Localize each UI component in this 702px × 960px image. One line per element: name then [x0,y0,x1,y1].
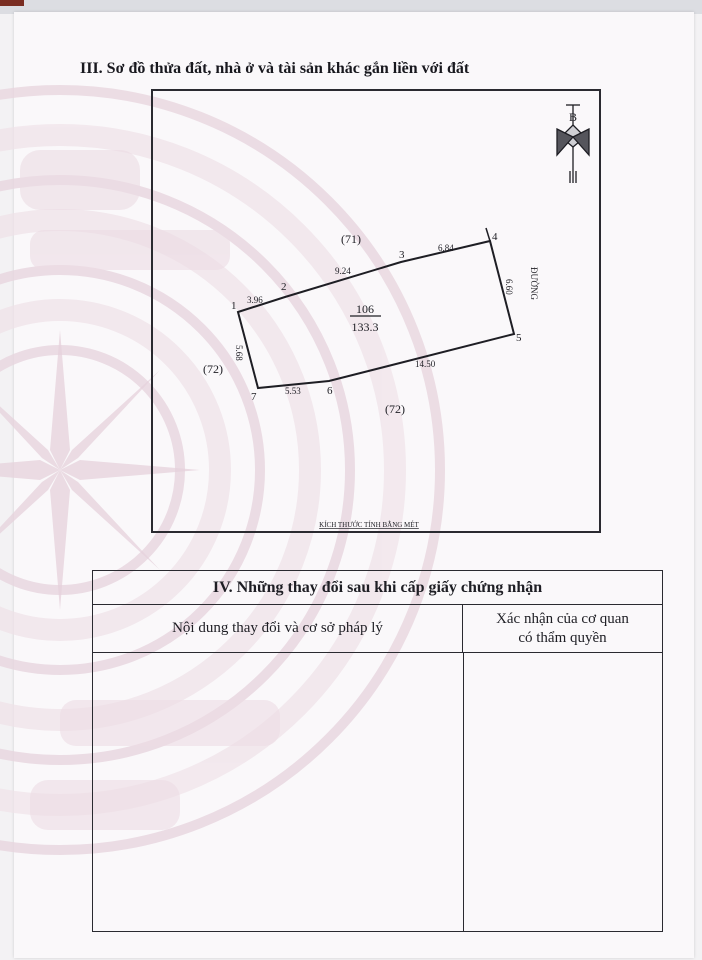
column-header-changes: Nội dung thay đổi và cơ sở pháp lý [93,605,463,652]
scale-note: KÍCH THƯỚC TÍNH BẰNG MÉT [319,521,419,529]
edge-2-3-length: 9.24 [335,266,351,276]
land-plot-svg [153,91,599,531]
vertex-6: 6 [327,385,333,397]
changes-table-header [93,605,662,653]
edge-5-6-length: 14.50 [415,359,436,369]
parcel-boundary [238,241,514,388]
vertex-1: 1 [231,300,237,312]
column-header-confirmation [463,605,662,652]
boundary-extension [486,228,490,241]
land-plot-diagram [151,89,601,533]
vertex-7: 7 [251,391,257,403]
edge-4-5-length: 6.60 [504,279,514,295]
parcel-number: 106 [356,302,374,316]
section-4-title: IV. Những thay đổi sau khi cấp giấy chứng nhận [93,571,662,605]
vertex-2: 2 [281,281,287,293]
vertex-4: 4 [492,231,498,243]
vertex-5: 5 [516,332,522,344]
edge-7-1-length: 5.68 [234,345,244,361]
vertex-3: 3 [399,249,405,261]
north-letter: B [568,110,578,124]
parcel-area: 133.3 [351,320,379,334]
road-label: ĐƯỜNG [529,267,539,300]
neighbor-south: (72) [385,402,405,416]
column-header-confirmation-line1: Xác nhận của cơ quan [496,610,629,627]
changes-table-column-divider [463,653,464,931]
changes-table [92,570,663,932]
edge-6-7-length: 5.53 [285,386,301,396]
neighbor-north: (71) [341,232,361,246]
neighbor-west: (72) [203,362,223,376]
column-header-confirmation-line2: có thẩm quyền [518,629,607,646]
edge-1-2-length: 3.96 [247,295,263,305]
edge-3-4-length: 6.84 [438,243,454,253]
section-3-title: III. Sơ đồ thửa đất, nhà ở và tài sản khác gắn liền với đất [80,60,470,77]
